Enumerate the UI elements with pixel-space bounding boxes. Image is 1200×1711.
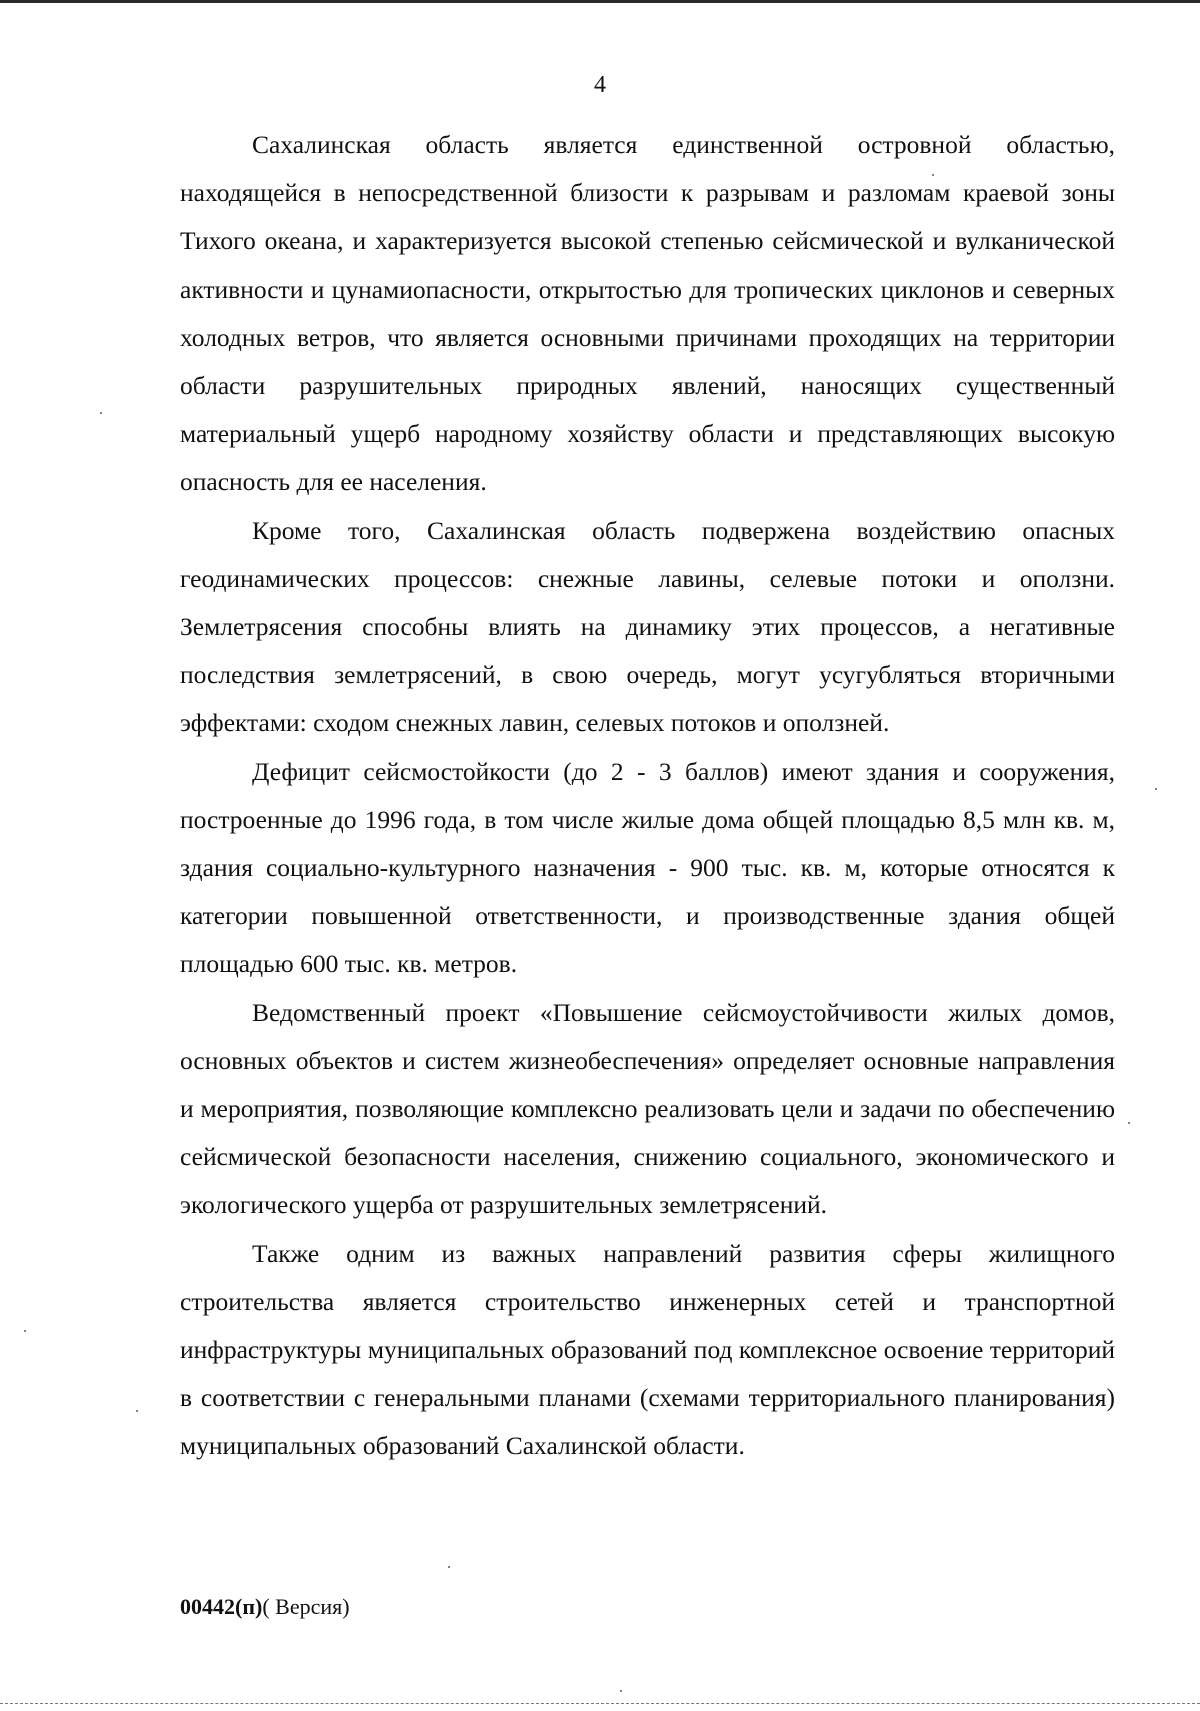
paragraph-2: Кроме того, Сахалинская область подвержена воздействию опасных геодинамических процессов: снежные лавины, селевые потоки и оползни. Землетрясения способны влиять на динамику этих процессов, а негативные последствия землетрясений, в свою очередь, могут усугубляться вторичными эффектами: сходом снежных лавин, селевых потоков и оползней. [180, 515, 1115, 738]
page-number: 4 [594, 72, 606, 98]
document-code: 00442(п) [180, 1594, 263, 1619]
document-footer [180, 1594, 350, 1620]
paragraph-4: Ведомственный проект «Повышение сейсмоустойчивости жилых домов, основных объектов и систем жизнеобеспечения» определяет основные направления и мероприятия, позволяющие комплексно реализовать цели и задачи по обеспечению сейсмической безопасности населения, снижению социального, экономического и экологического ущерба от разрушительных землетрясений. [180, 997, 1115, 1220]
paragraph-5: Также одним из важных направлений развития сферы жилищного строительства является строительство инженерных сетей и транспортной инфраструктуры муниципальных образований под комплексное освоение территорий в соответствии с генеральными планами (схемами территориального планирования) муниципальных образований Сахалинской области. [180, 1238, 1115, 1461]
scan-speck [620, 1690, 622, 1692]
scan-edge-top [0, 0, 1200, 3]
scan-speck [1155, 788, 1157, 790]
body-text [180, 121, 1115, 1471]
scan-speck [24, 1330, 26, 1332]
scan-speck [448, 1566, 450, 1568]
scan-speck [1128, 1122, 1130, 1124]
scan-edge-bottom [0, 1703, 1200, 1704]
scan-speck [932, 174, 934, 176]
paragraph-1: Сахалинская область является единственной островной областью, находящейся в непосредственной близости к разрывам и разломам краевой зоны Тихого океана, и характеризуется высокой степенью сейсмической и вулканической активности и цунамиопасности, открытостью для тропических циклонов и северных холодных ветров, что является основными причинами проходящих на территории области разрушительных природных явлений, наносящих существенный материальный ущерб народному хозяйству области и представляющих высокую опасность для ее населения. [180, 130, 1115, 497]
scan-speck [136, 1410, 138, 1412]
document-version: ( Версия) [262, 1594, 350, 1619]
paragraph-3: Дефицит сейсмостойкости (до 2 - 3 баллов) имеют здания и сооружения, построенные до 1996 года, в том числе жилые дома общей площадью 8,5 млн кв. м, здания социально-культурного назначения - 900 тыс. кв. м, которые относятся к категории повышенной ответственности, и производственные здания общей площадью 600 тыс. кв. метров. [180, 756, 1115, 979]
scan-speck [100, 412, 102, 414]
